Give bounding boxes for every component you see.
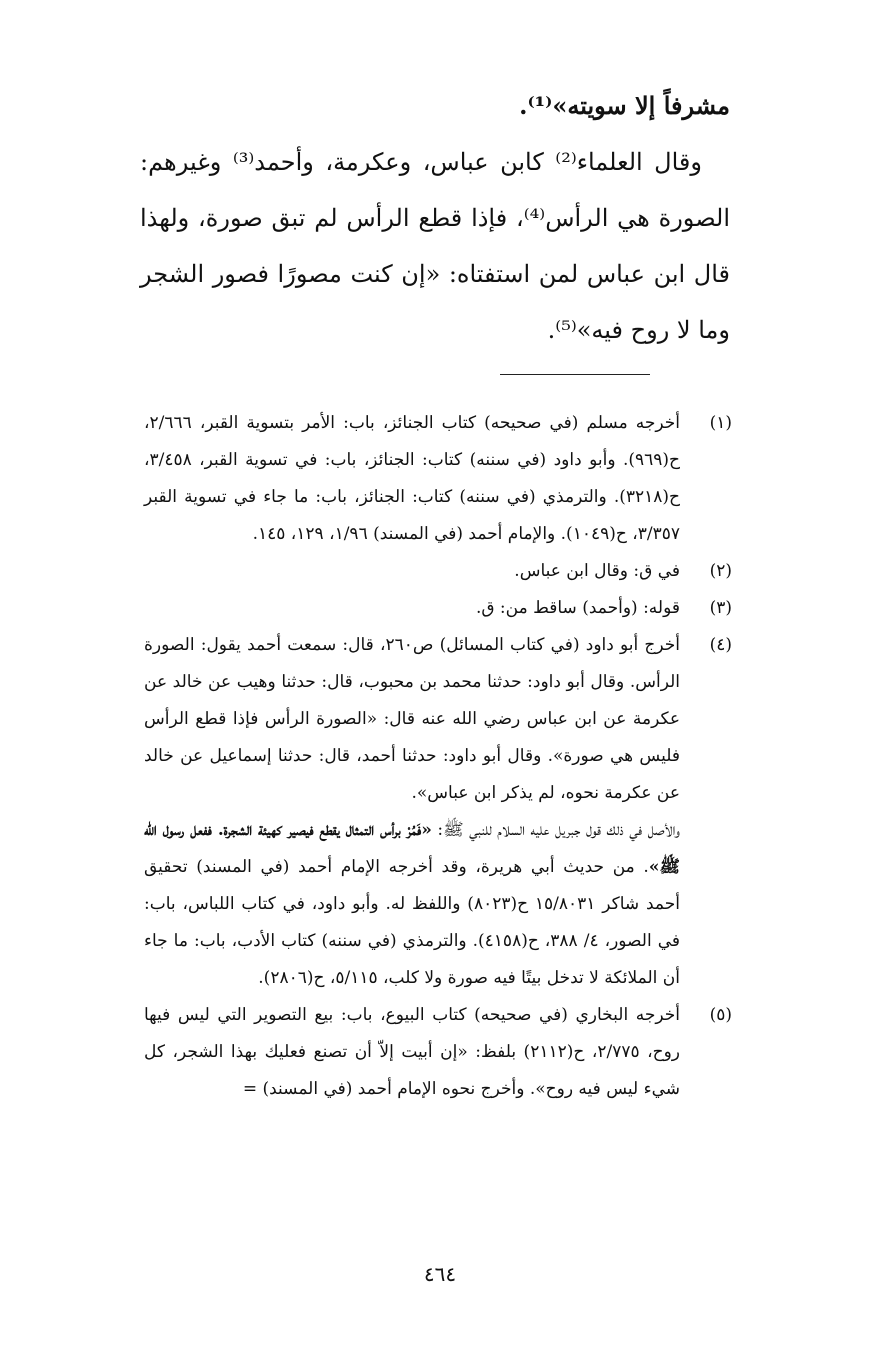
footnote-number: (٣)	[709, 598, 732, 618]
footnote-text-pre: والأصل في ذلك قول جبريل عليه السلام للنبي ﷺ:	[431, 820, 680, 840]
footnote-number: (٥)	[709, 1005, 732, 1025]
footnote-text: قوله: (وأحمد) ساقط من: ق.	[475, 598, 680, 618]
main-line-1: مشرفاً إلا سويته»⁽¹⁾.	[519, 91, 730, 120]
footnote-text-post: . من حديث أبي هريرة، وقد أخرجه الإمام أحمد (في المسند) تحقيق أحمد شاكر ١٥/٨٠٣١ ح(٨٠٢٣) واللفظ له. وأبو داود، في كتاب اللباس، باب: في الصور، ٤/ ٣٨٨، ح(٤١٥٨). والترمذي (في سننه) كتاب الأدب، باب: ما جاء أن الملائكة لا تدخل بيتًا فيه صورة ولا كلب، ٥/١١٥، ح(٢٨٠٦).	[144, 857, 680, 988]
footnote-bold-quote: «فَمُرْ برأس التمثال يقطع فيصير كهيئة الشجرة. ففعل رسول الله ﷺ»	[144, 820, 680, 877]
main-text	[140, 78, 730, 358]
footnote-3	[144, 590, 732, 627]
footnote-text: أخرجه مسلم (في صحيحه) كتاب الجنائز، باب: الأمر بتسوية القبر، ٢/٦٦٦، ح(٩٦٩). وأبو داود (في سننه) كتاب: الجنائز، باب: في تسوية القبر، ٣/٤٥٨، ح(٣٢١٨). والترمذي (في سننه) كتاب: الجنائز، باب: ما جاء في تسوية القبر ٣/٣٥٧، ح(١٠٤٩). والإمام أحمد (في المسند) ١/٩٦، ١٢٩، ١٤٥.	[144, 413, 680, 544]
page-number: ٤٦٤	[423, 1262, 457, 1286]
footnote-text: أخرج أبو داود (في كتاب المسائل) ص٢٦٠، قال: سمعت أحمد يقول: الصورة الرأس. وقال أبو داود: حدثنا محمد بن محبوب، قال: حدثنا وهيب عن خالد عن عكرمة عن ابن عباس رضي الله عنه قال: «الصورة الرأس فإذا قطع الرأس فليس هي صورة». وقال أبو داود: حدثنا أحمد، قال: حدثنا إسماعيل عن خالد عن عكرمة نحوه، لم يذكر ابن عباس».	[144, 635, 680, 803]
footnote-text: في ق: وقال ابن عباس.	[514, 561, 680, 581]
footnote-5	[144, 997, 732, 1108]
footnote-number: (١)	[709, 413, 732, 433]
footnote-number: (٢)	[709, 561, 732, 581]
footnote-number: (٤)	[709, 635, 732, 655]
main-paragraph-2: وقال العلماء⁽²⁾ كابن عباس، وعكرمة، وأحمد⁽³⁾ وغيرهم: الصورة هي الرأس⁽⁴⁾، فإذا قطع الرأس لم تبق صورة، ولهذا قال ابن عباس لمن استفتاه: «إن كنت مصورًا فصور الشجر وما لا روح فيه»⁽⁵⁾.	[140, 148, 730, 344]
footnote-1	[144, 405, 732, 553]
footnote-2	[144, 553, 732, 590]
footnotes	[144, 405, 732, 1108]
footnote-4	[144, 627, 732, 997]
footnote-separator	[500, 374, 650, 375]
footnote-continuation	[144, 812, 680, 997]
footnote-text: أخرجه البخاري (في صحيحه) كتاب البيوع، باب: بيع التصوير التي ليس فيها روح، ٢/٧٧٥، ح(٢١١٢) بلفظ: «إن أبيت إلاّ أن تصنع فعليك بهذا الشجر، كل شيء ليس فيه روح». وأخرج نحوه الإمام أحمد (في المسند) =	[144, 1005, 680, 1099]
